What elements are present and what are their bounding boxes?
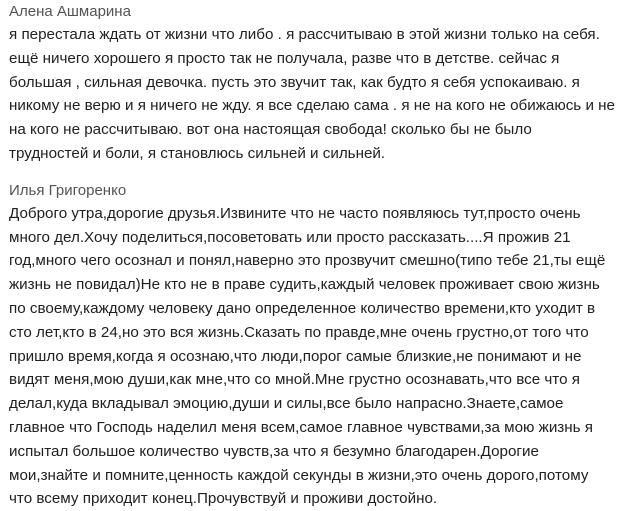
author-name[interactable]: Алена Ашмарина xyxy=(9,3,131,20)
comment-text-line: Доброго утра,дорогие друзья.Извините что не часто появляюсь тут,просто очень xyxy=(9,204,581,222)
comment-text-line: главное что Господь наделил меня всем,самое главное чувствами,за мою жизнь я xyxy=(9,418,594,436)
comment-text-line: много дел.Хочу поделиться,посоветовать или просто рассказать....Я прожив 21 xyxy=(9,228,571,246)
comment-text-line: жизнь не повидал)Не кто не в праве судить,каждый человек проживает свою жизнь xyxy=(9,276,600,294)
comment-text-line: пришло время,когда я осознаю,что люди,порог самые близкие,не понимают и не xyxy=(9,347,582,365)
comment-text-line: на кого не рассчитываю. вот она настоящая свобода! сколько бы не было xyxy=(9,121,532,139)
comment-text-line: большая , сильная девочка. пусть это звучит так, как будто я себя успокаиваю. я xyxy=(9,73,580,91)
comment-text-line: ещё ничего хорошего я просто так не получала, разве что в детстве. сейчас я xyxy=(9,49,560,67)
comment-text-line: испытал большое количество чувств,за что я безумно благодарен.Дорогие xyxy=(9,442,539,460)
comment-text-line: год,много чего осознал и понял,наверно это прозвучит смешно(типо тебе 21,ты ещё xyxy=(9,252,606,270)
comment-text-line: я перестала ждать от жизни что либо . я рассчитываю в этой жизни только на себя. xyxy=(9,26,600,43)
comment-feed xyxy=(9,0,615,511)
comment-text-line: сто лет,кто в 24,но это вся жизнь.Сказать по правде,мне очень грустно,от того что xyxy=(9,323,589,341)
comment-text xyxy=(9,202,615,511)
comment-text-line: никому не верю и я ничего не жду. я все сделаю сама . я не на кого не обижаюсь и не xyxy=(9,97,615,115)
comment-text-line: что всему приходит конец.Прочувствуй и проживи достойно. xyxy=(9,490,438,508)
comment-text-line: мои,знайте и помните,ценность каждой секунды в жизни,это очень дорого,потому xyxy=(9,466,589,484)
comment-text-line: трудностей и боли, я становлюсь сильней и сильней. xyxy=(9,144,386,162)
comment-text xyxy=(9,23,615,166)
comment-post xyxy=(9,0,615,166)
comment-text-line: делал,куда вкладывал эмоцию,души и силы,все было напрасно.Знаете,самое xyxy=(9,395,564,413)
comment-text-line: по своему,каждому человеку дано определенное количество времени,кто уходит в xyxy=(9,299,596,317)
author-name[interactable]: Илья Григоренко xyxy=(9,181,127,199)
comment-post xyxy=(9,179,615,511)
comment-text-line: видят меня,мою души,как мне,что со мной.Мне грустно осознавать,что все что я xyxy=(9,371,580,389)
post-divider xyxy=(9,166,615,179)
